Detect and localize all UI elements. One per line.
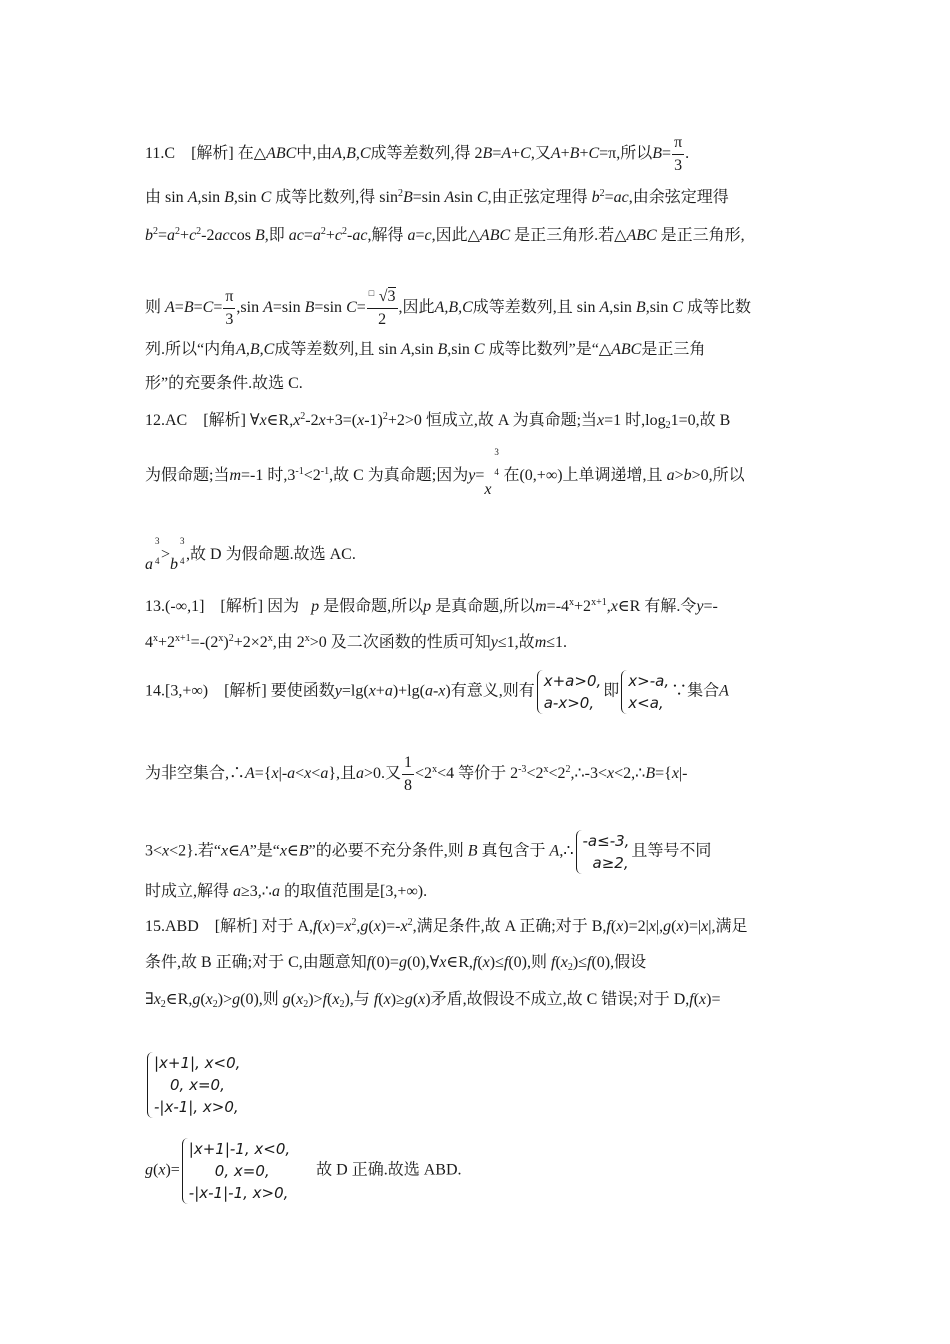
q14-line1: 14.[3,+∞) [解析] 要使函数y=lg(x+a)+lg(a-x)有意义,则有 x+a>0, a-x>0, 即 x>-a, x<a, ∵集合A — [145, 672, 729, 712]
fraction-1-over-8: $\frac{1}{8}$ — [404, 754, 413, 794]
q15-f-piecewise — [145, 1052, 242, 1118]
fraction-sqrt3-over-2: □ √3 2 — [368, 288, 396, 328]
q11-line2: 由 sin A,sin B,sin C 成等比数列,得 $\sin^2B=\sin$ Asin C,由正弦定理得 $b^2=ac$,由余弦定理得 — [145, 188, 729, 206]
piecewise-brace-f: |x+1|, x<0, 0, x=0, -|x-1|, x>0, — [147, 1052, 240, 1118]
analysis-tag: [解析] — [191, 145, 234, 163]
system-brace-3: -a≤-3, a≥2, — [576, 830, 630, 874]
q11-line3: $b^2=a^2+c^2-2accos$ B,即 $ac=a^2+c^2-ac$,解得 a=c,因此△ABC 是正三角形.若△ABC 是正三角形, — [145, 226, 745, 244]
q15-line1: 15.ABD [解析] 对于 $A,f(x)=x^2,g(x)=-x^2$,满足条件,故 A 正确;对于 B,f(x)=2|x|,g(x)=|x|,满足 — [145, 917, 748, 935]
fraction-pi-over-3: $\frac{\pi}{3}$ — [674, 134, 683, 174]
q11-line4: 则 A=B=C= $\frac{\pi}{3}$ ,sin A=sin B=sin C= □ √3 2 ,因此A,B,C成等差数列,且 sin A,sin B,sin C 成等比数 — [145, 286, 751, 331]
q15-line2: 条件,故 B 正确;对于 C,由题意知f(0)=g(0),∀x∈R,f(x)≤f(0),则 $f(x_2)\le f(0)$,假设 — [145, 954, 647, 973]
q13-line1: 13.(-∞,1] [解析] 因为 p 是假命题,所以p 是真命题,所以$m=-4^x+2^{x+1},x\in R$ 有解.令y=- — [145, 597, 718, 615]
system-brace-1: x+a>0, a-x>0, — [537, 670, 602, 714]
analysis-tag: [解析] — [203, 412, 246, 429]
analysis-tag: [解析] — [220, 598, 264, 615]
q14-line2: 为非空集合,∴A={x|-a<x<a},且a>0.又 $\frac{1}{8}$ $<2^x<4$ 等价于 $2^{-3}<2^x<2^2,\therefore-3<x<2,\therefore B=\{x|-$ — [145, 752, 687, 797]
q12-line1: 12.AC [解析] $\forall x\in R,x^2-2x+3=(x-1)^2+2>0$ 恒成立,故 A 为真命题;当x=1 时$,\log_21=0$,故 B — [145, 411, 731, 431]
q15-line3: $\exists x_2\in R,g(x_2)>g(0)$,则 $g(x_2)>f(x_2)$,与 f(x)≥g(x)矛盾,故假设不成立,故 C 错误;对于 D,f(x)= — [145, 991, 721, 1010]
q13-line2: $4^x+2^{x+1}=-(2^x)^2+2\times 2^x$,由 $2^x>0$ 及二次函数的性质可知y≤1,故m≤1. — [145, 633, 568, 651]
q14-line3: 3<x<2}.若“x∈A”是“x∈B”的必要不充分条件,则 B 真包含于 A,∴ -a≤-3, a≥2, 且等号不同 — [145, 832, 712, 872]
q12-line2: 为假命题;当m=-1 时$,3^{-1}<2^{-1}$,故 C 为真命题;因为y=x 3 4 在(0,+∞)上单调递增,且 a>b>0,所以 — [145, 447, 745, 498]
q11-line6: 形”的充要条件.故选 C. — [145, 375, 303, 392]
power-b-3-4: b 3 4 — [170, 536, 185, 573]
power-x-3-4: x 3 4 — [484, 447, 499, 498]
q11-line1: 11.C [解析] 在△ABC中,由A,B,C成等差数列,得 2B=A+C,又A+B+C=π,所以B= $\frac{\pi}{3}$ . — [145, 132, 689, 177]
q14-line4: 时成立,解得 a≥3,∴a 的取值范围是[3,+∞). — [145, 883, 428, 900]
power-a-3-4: a 3 4 — [145, 536, 160, 573]
analysis-tag: [解析] — [224, 682, 267, 700]
fraction-pi-over-3: $\frac{\pi}{3}$ — [225, 288, 234, 328]
q15-g-piecewise: g(x)= |x+1|-1, x<0, 0, x=0, -|x-1|-1, x>0, 故 D 正确.故选 ABD. — [145, 1140, 462, 1202]
piecewise-brace-g: |x+1|-1, x<0, 0, x=0, -|x-1|-1, x>0, — [182, 1138, 290, 1204]
q12-line3: a 3 4 >b 3 4 ,故 D 为假命题.故选 AC. — [145, 536, 356, 573]
analysis-tag: [解析] — [214, 918, 258, 935]
system-brace-2: x>-a, x<a, — [621, 670, 669, 714]
q11-line5: 列.所以“内角A,B,C成等差数列,且 sin A,sin B,sin C 成等比数列”是“△ABC是正三角 — [145, 341, 706, 358]
radical: □ √3 — [368, 288, 396, 305]
